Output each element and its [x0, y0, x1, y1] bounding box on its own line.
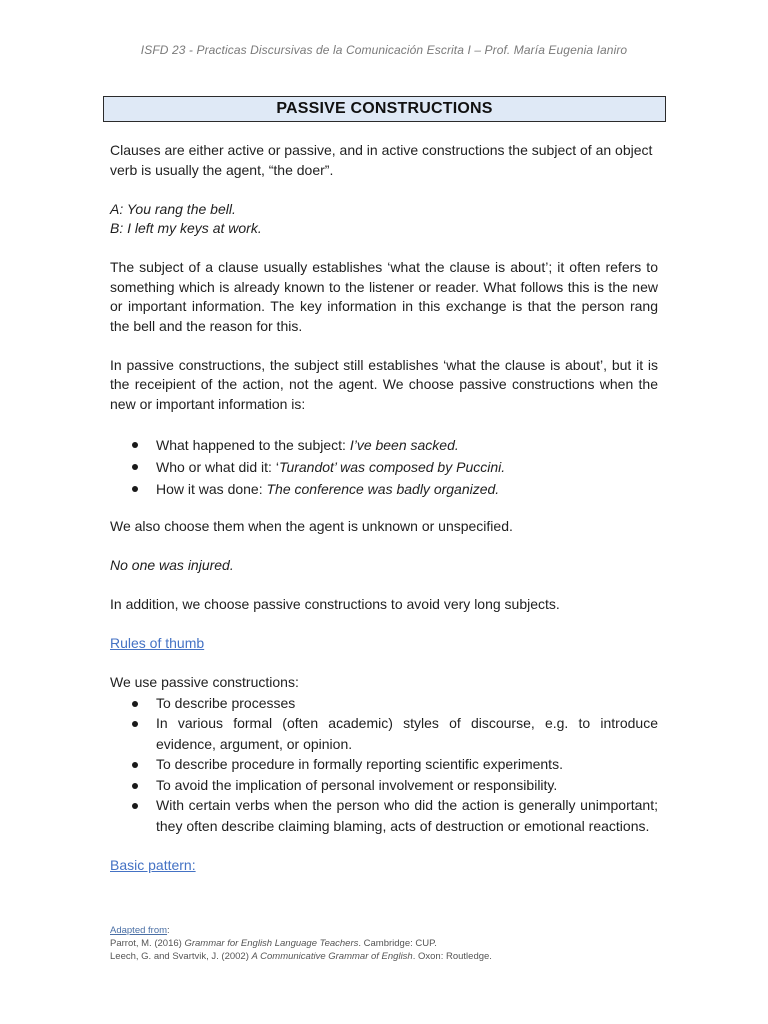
subject-paragraph: The subject of a clause usually establishes ‘what the clause is about’; it often refers to something which is already known to the listener or reader. What follows this is the new or important information. The key information in this exchange is that the person rang the bell and the reason for this. — [110, 259, 658, 334]
bullet-icon — [132, 762, 138, 768]
document-body — [110, 141, 658, 875]
rules-list — [110, 693, 658, 837]
reference-leech: Leech, G. and Svartvik, J. (2002) A Communicative Grammar of English. Oxon: Routledge. — [110, 951, 492, 962]
passive-paragraph: In passive constructions, the subject still establishes ‘what the clause is about’, but it is the receipient of the action, not the agent. We choose passive constructions when the new or important information is: — [110, 356, 658, 412]
bullet-icon — [132, 803, 138, 809]
list-item: Who or what did it: ‘Turandot’ was composed by Puccini. — [110, 456, 658, 478]
page-title: PASSIVE CONSTRUCTIONS — [103, 96, 666, 122]
rules-intro: We use passive constructions: — [110, 674, 299, 690]
list-item: What happened to the subject: I’ve been sacked. — [110, 434, 658, 456]
bullet-icon — [132, 486, 138, 492]
list-item: In various formal (often academic) styles of discourse, e.g. to introduce evidence, argument, or opinion. — [110, 713, 658, 754]
adapted-from-line: Adapted from: — [110, 925, 170, 936]
uses-list — [110, 434, 658, 500]
bullet-icon — [132, 783, 138, 789]
list-item: To describe processes — [110, 693, 658, 714]
adapted-from-label: Adapted from — [110, 925, 168, 936]
example-no-one: No one was injured. — [110, 557, 234, 573]
example-a: A: You rang the bell. — [110, 200, 236, 217]
bullet-icon — [132, 721, 138, 727]
bullet-icon — [132, 701, 138, 707]
list-item: To describe procedure in formally reporting scientific experiments. — [110, 754, 658, 775]
page-header: ISFD 23 - Practicas Discursivas de la Comunicación Escrita I – Prof. María Eugenia Ianiro — [140, 43, 628, 57]
reference-parrot: Parrot, M. (2016) Grammar for English Language Teachers. Cambridge: CUP. — [110, 938, 437, 949]
bullet-icon — [132, 442, 138, 448]
rules-heading: Rules of thumb — [110, 635, 205, 651]
agent-paragraph: We also choose them when the agent is unknown or unspecified. — [110, 518, 513, 534]
example-b: B: I left my keys at work. — [110, 220, 262, 236]
bullet-icon — [132, 464, 138, 470]
addition-paragraph: In addition, we choose passive constructions to avoid very long subjects. — [110, 596, 560, 612]
basic-pattern-heading: Basic pattern: — [110, 856, 196, 873]
footer-references — [110, 924, 670, 963]
intro-paragraph: Clauses are either active or passive, and in active constructions the subject of an object verb is usually the agent, “the doer”. — [110, 142, 653, 178]
list-item: To avoid the implication of personal involvement or responsibility. — [110, 775, 658, 796]
list-item: How it was done: The conference was badly organized. — [110, 478, 658, 500]
list-item: With certain verbs when the person who did the action is generally unimportant; they often describe claiming blaming, acts of destruction or emotional reactions. — [110, 795, 658, 836]
